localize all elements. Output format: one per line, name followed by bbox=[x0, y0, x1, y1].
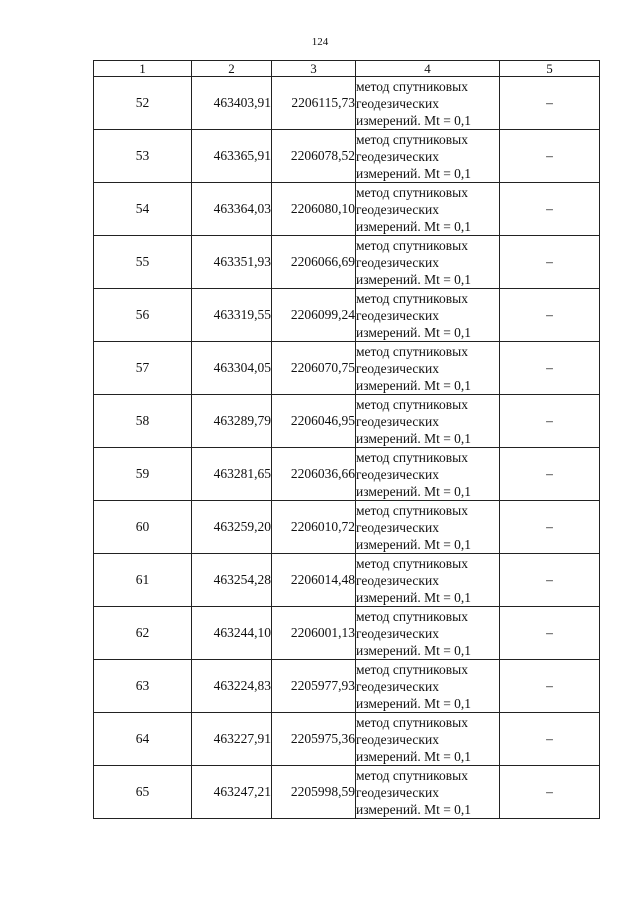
method-text-line: геодезических bbox=[356, 731, 439, 747]
method-cell bbox=[356, 501, 500, 554]
x-coordinate-cell: 463254,28 bbox=[192, 554, 272, 607]
method-text-line: измерений. Mt = 0,1 bbox=[356, 218, 472, 234]
method-text-line: геодезических bbox=[356, 519, 439, 535]
y-coordinate-cell: 2205975,36 bbox=[272, 713, 356, 766]
note-cell: – bbox=[500, 342, 600, 395]
note-cell: – bbox=[500, 395, 600, 448]
method-text-line: метод спутниковых bbox=[356, 343, 468, 359]
note-cell: – bbox=[500, 660, 600, 713]
method-cell bbox=[356, 448, 500, 501]
x-coordinate-cell: 463319,55 bbox=[192, 289, 272, 342]
method-text-line: метод спутниковых bbox=[356, 608, 468, 624]
coordinates-table bbox=[93, 60, 600, 819]
y-coordinate-cell: 2206078,52 bbox=[272, 130, 356, 183]
method-text-line: метод спутниковых bbox=[356, 661, 468, 677]
x-coordinate-cell: 463247,21 bbox=[192, 766, 272, 819]
method-text-line: геодезических bbox=[356, 307, 439, 323]
table-row bbox=[94, 501, 600, 554]
y-coordinate-cell: 2205998,59 bbox=[272, 766, 356, 819]
note-cell: – bbox=[500, 183, 600, 236]
x-coordinate-cell: 463304,05 bbox=[192, 342, 272, 395]
column-header: 3 bbox=[272, 61, 356, 77]
x-coordinate-cell: 463289,79 bbox=[192, 395, 272, 448]
column-header: 5 bbox=[500, 61, 600, 77]
point-number-cell: 59 bbox=[94, 448, 192, 501]
table-row bbox=[94, 130, 600, 183]
method-cell bbox=[356, 289, 500, 342]
x-coordinate-cell: 463351,93 bbox=[192, 236, 272, 289]
table-row bbox=[94, 236, 600, 289]
method-cell bbox=[356, 236, 500, 289]
method-text-line: метод спутниковых bbox=[356, 555, 468, 571]
method-cell bbox=[356, 607, 500, 660]
point-number-cell: 57 bbox=[94, 342, 192, 395]
page-number: 124 bbox=[311, 36, 329, 48]
table-row bbox=[94, 342, 600, 395]
note-cell: – bbox=[500, 766, 600, 819]
note-cell: – bbox=[500, 713, 600, 766]
method-cell bbox=[356, 660, 500, 713]
table-header-row bbox=[94, 61, 600, 77]
column-header: 2 bbox=[192, 61, 272, 77]
table-row bbox=[94, 289, 600, 342]
method-text-line: метод спутниковых bbox=[356, 502, 468, 518]
table-row bbox=[94, 395, 600, 448]
method-cell bbox=[356, 713, 500, 766]
method-text-line: геодезических bbox=[356, 201, 439, 217]
method-cell bbox=[356, 766, 500, 819]
method-cell bbox=[356, 130, 500, 183]
note-cell: – bbox=[500, 130, 600, 183]
y-coordinate-cell: 2206036,66 bbox=[272, 448, 356, 501]
note-cell: – bbox=[500, 607, 600, 660]
method-text-line: измерений. Mt = 0,1 bbox=[356, 589, 472, 605]
method-text-line: метод спутниковых bbox=[356, 78, 468, 94]
y-coordinate-cell: 2206066,69 bbox=[272, 236, 356, 289]
method-text-line: геодезических bbox=[356, 148, 439, 164]
y-coordinate-cell: 2206046,95 bbox=[272, 395, 356, 448]
method-text-line: метод спутниковых bbox=[356, 237, 468, 253]
method-text-line: метод спутниковых bbox=[356, 767, 468, 783]
method-text-line: измерений. Mt = 0,1 bbox=[356, 324, 472, 340]
y-coordinate-cell: 2206115,73 bbox=[272, 77, 356, 130]
note-cell: – bbox=[500, 501, 600, 554]
y-coordinate-cell: 2205977,93 bbox=[272, 660, 356, 713]
point-number-cell: 61 bbox=[94, 554, 192, 607]
method-text-line: геодезических bbox=[356, 572, 439, 588]
x-coordinate-cell: 463224,83 bbox=[192, 660, 272, 713]
method-text-line: геодезических bbox=[356, 360, 439, 376]
method-text-line: измерений. Mt = 0,1 bbox=[356, 695, 472, 711]
method-text-line: метод спутниковых bbox=[356, 449, 468, 465]
note-cell: – bbox=[500, 289, 600, 342]
x-coordinate-cell: 463259,20 bbox=[192, 501, 272, 554]
method-text-line: геодезических bbox=[356, 466, 439, 482]
point-number-cell: 65 bbox=[94, 766, 192, 819]
method-text-line: измерений. Mt = 0,1 bbox=[356, 271, 472, 287]
table-row bbox=[94, 183, 600, 236]
y-coordinate-cell: 2206010,72 bbox=[272, 501, 356, 554]
x-coordinate-cell: 463227,91 bbox=[192, 713, 272, 766]
x-coordinate-cell: 463281,65 bbox=[192, 448, 272, 501]
point-number-cell: 63 bbox=[94, 660, 192, 713]
point-number-cell: 54 bbox=[94, 183, 192, 236]
x-coordinate-cell: 463244,10 bbox=[192, 607, 272, 660]
table-row bbox=[94, 713, 600, 766]
x-coordinate-cell: 463364,03 bbox=[192, 183, 272, 236]
method-cell bbox=[356, 183, 500, 236]
method-text-line: метод спутниковых bbox=[356, 396, 468, 412]
method-text-line: геодезических bbox=[356, 678, 439, 694]
x-coordinate-cell: 463403,91 bbox=[192, 77, 272, 130]
table-row bbox=[94, 554, 600, 607]
y-coordinate-cell: 2206070,75 bbox=[272, 342, 356, 395]
method-cell bbox=[356, 554, 500, 607]
method-text-line: измерений. Mt = 0,1 bbox=[356, 483, 472, 499]
table-body bbox=[94, 77, 600, 819]
point-number-cell: 58 bbox=[94, 395, 192, 448]
method-cell bbox=[356, 395, 500, 448]
method-text-line: метод спутниковых bbox=[356, 184, 468, 200]
point-number-cell: 62 bbox=[94, 607, 192, 660]
point-number-cell: 56 bbox=[94, 289, 192, 342]
method-text-line: измерений. Mt = 0,1 bbox=[356, 748, 472, 764]
note-cell: – bbox=[500, 448, 600, 501]
column-header: 1 bbox=[94, 61, 192, 77]
y-coordinate-cell: 2206099,24 bbox=[272, 289, 356, 342]
point-number-cell: 64 bbox=[94, 713, 192, 766]
note-cell: – bbox=[500, 236, 600, 289]
method-text-line: метод спутниковых bbox=[356, 714, 468, 730]
method-text-line: геодезических bbox=[356, 95, 439, 111]
table-row bbox=[94, 77, 600, 130]
point-number-cell: 55 bbox=[94, 236, 192, 289]
note-cell: – bbox=[500, 554, 600, 607]
method-text-line: геодезических bbox=[356, 254, 439, 270]
point-number-cell: 52 bbox=[94, 77, 192, 130]
table-row bbox=[94, 448, 600, 501]
method-text-line: измерений. Mt = 0,1 bbox=[356, 642, 472, 658]
x-coordinate-cell: 463365,91 bbox=[192, 130, 272, 183]
method-text-line: измерений. Mt = 0,1 bbox=[356, 165, 472, 181]
method-text-line: измерений. Mt = 0,1 bbox=[356, 536, 472, 552]
y-coordinate-cell: 2206080,10 bbox=[272, 183, 356, 236]
table-row bbox=[94, 766, 600, 819]
point-number-cell: 60 bbox=[94, 501, 192, 554]
y-coordinate-cell: 2206014,48 bbox=[272, 554, 356, 607]
method-text-line: измерений. Mt = 0,1 bbox=[356, 801, 472, 817]
y-coordinate-cell: 2206001,13 bbox=[272, 607, 356, 660]
method-text-line: метод спутниковых bbox=[356, 290, 468, 306]
method-text-line: геодезических bbox=[356, 413, 439, 429]
method-text-line: измерений. Mt = 0,1 bbox=[356, 430, 472, 446]
method-text-line: метод спутниковых bbox=[356, 131, 468, 147]
method-text-line: измерений. Mt = 0,1 bbox=[356, 112, 472, 128]
method-text-line: геодезических bbox=[356, 625, 439, 641]
point-number-cell: 53 bbox=[94, 130, 192, 183]
method-text-line: измерений. Mt = 0,1 bbox=[356, 377, 472, 393]
method-text-line: геодезических bbox=[356, 784, 439, 800]
note-cell: – bbox=[500, 77, 600, 130]
column-header: 4 bbox=[356, 61, 500, 77]
table-row bbox=[94, 607, 600, 660]
method-cell bbox=[356, 77, 500, 130]
table-row bbox=[94, 660, 600, 713]
method-cell bbox=[356, 342, 500, 395]
